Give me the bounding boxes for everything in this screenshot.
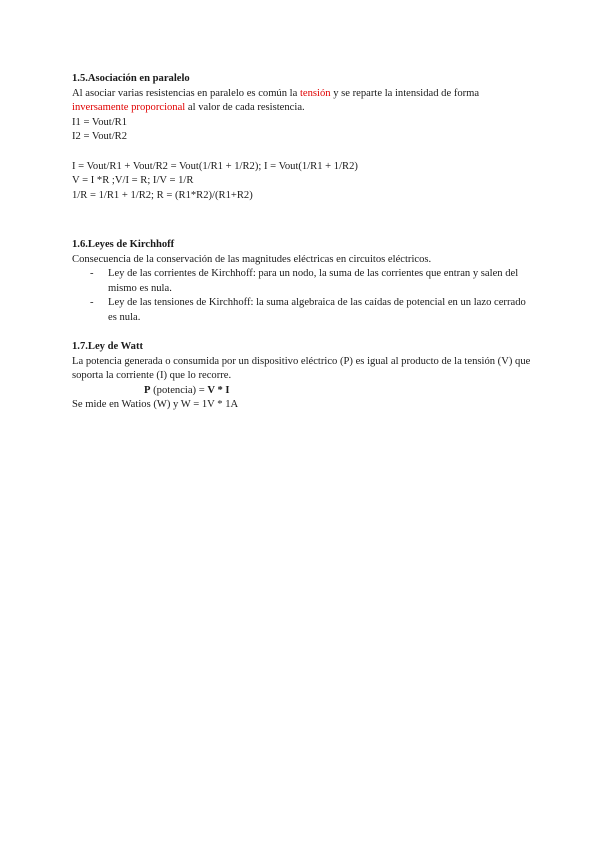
text-run: y se reparte la intensidad de forma <box>330 87 480 99</box>
section-kirchhoff <box>72 238 532 326</box>
equation-line: 1/R = 1/R1 + 1/R2; R = (R1*R2)/(R1+R2) <box>72 189 253 201</box>
section-watt <box>72 340 532 413</box>
spacer <box>72 203 532 218</box>
spacer <box>72 218 532 238</box>
list-item-text: Ley de las tensiones de Kirchhoff: la suma algebraica de las caídas de potencial en un lazo cerrado es nula. <box>108 297 526 323</box>
equation-line: I2 = Vout/R2 <box>72 131 128 143</box>
spacer <box>72 145 532 160</box>
paragraph: Consecuencia de la conservación de las magnitudes eléctricas en circuitos eléctricos. <box>72 253 432 265</box>
text-run: Al asociar varias resistencias en paralelo es común la <box>72 87 300 99</box>
bullet-list <box>72 267 532 325</box>
paragraph: Se mide en Watios (W) y W = 1V * 1A <box>72 399 239 411</box>
spacer <box>72 326 532 341</box>
document-content <box>72 72 532 413</box>
text-run: al valor de cada resistencia. <box>185 102 305 114</box>
paragraph <box>72 87 532 116</box>
dash-marker: - <box>90 297 94 309</box>
paragraph: La potencia generada o consumida por un dispositivo eléctrico (P) es igual al producto de la tensión (V) que soporta la corriente (I) que lo recorre. <box>72 355 531 382</box>
equation-line: I = Vout/R1 + Vout/R2 = Vout(1/R1 + 1/R2); I = Vout(1/R1 + 1/R2) <box>72 160 358 172</box>
formula-text: (potencia) = <box>150 384 208 396</box>
formula-rhs: V * I <box>207 384 230 396</box>
section-heading: 1.6.Leyes de Kirchhoff <box>72 238 175 250</box>
highlighted-term: inversamente proporcional <box>72 102 186 114</box>
dash-marker: - <box>90 268 94 280</box>
list-item <box>72 267 532 296</box>
list-item <box>72 296 532 325</box>
equation-line: V = I *R ;V/I = R; I/V = 1/R <box>72 175 194 187</box>
list-item-text: Ley de las corrientes de Kirchhoff: para un nodo, la suma de las corrientes que entran y salen del mismo es nula. <box>108 268 519 294</box>
equation-line: I1 = Vout/R1 <box>72 116 128 128</box>
power-formula <box>72 384 532 399</box>
formula-symbol: P <box>144 384 151 396</box>
highlighted-term: tensión <box>299 87 331 99</box>
section-parallel <box>72 72 532 203</box>
section-heading: 1.7.Ley de Watt <box>72 341 144 353</box>
section-heading: 1.5.Asociación en paralelo <box>72 73 190 84</box>
